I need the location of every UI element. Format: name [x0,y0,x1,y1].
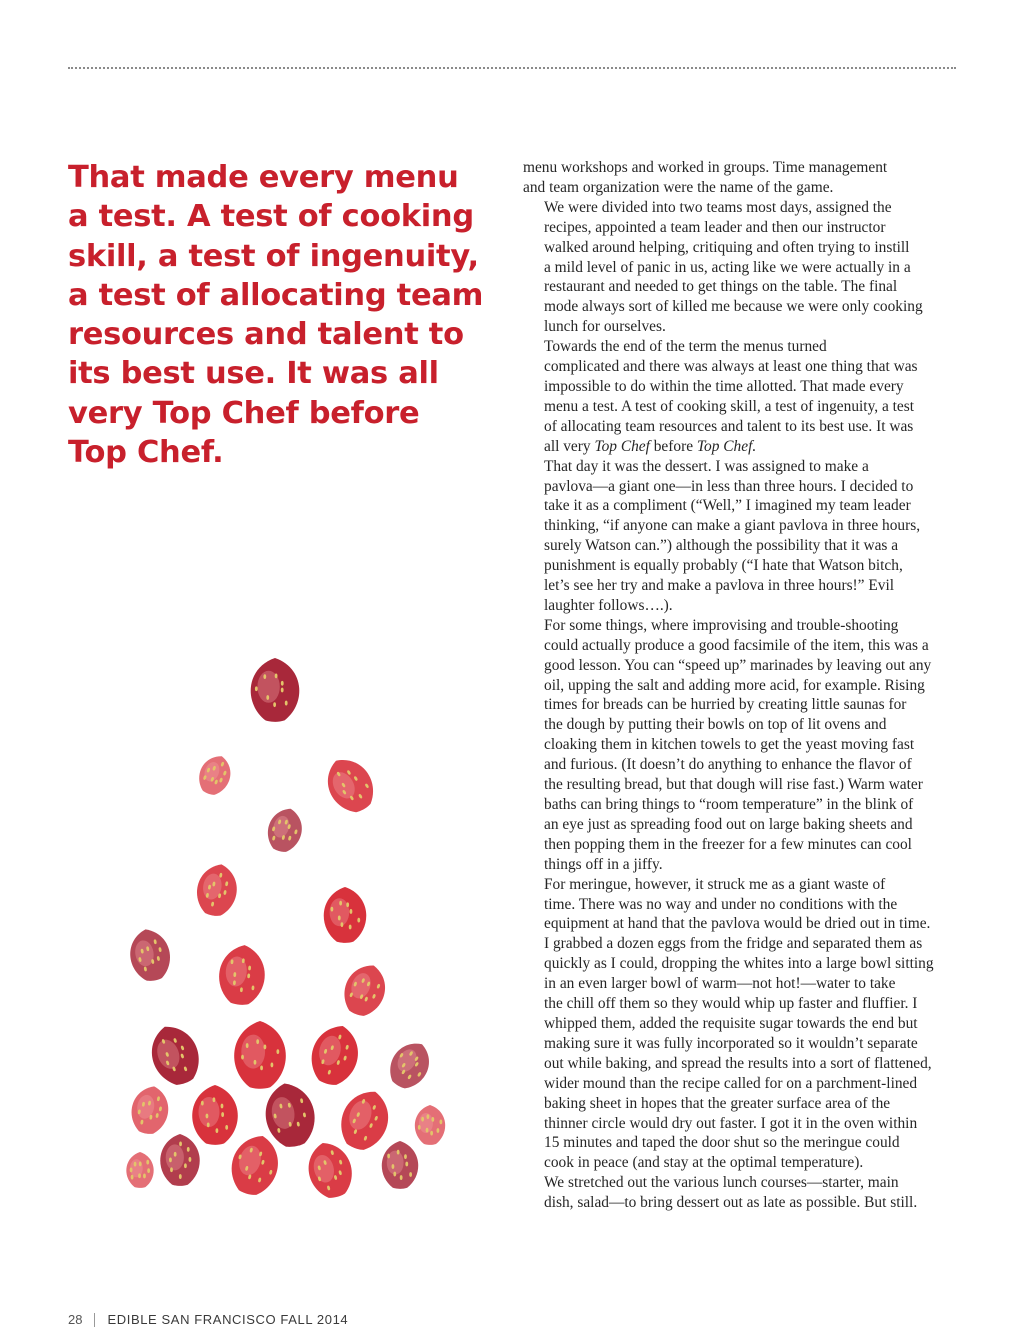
strawberry-slice [338,959,393,1021]
pull-quote [68,158,508,472]
article-line [523,437,963,457]
article-line: then popping them in the freezer for a few minutes can cool [544,835,912,853]
article-line: oil, upping the salt and adding more acid, for example. Rising [544,676,925,694]
strawberry-slice [261,1079,320,1150]
article-line: making sure it was fully incorporated so it wouldn’t separate [544,1034,918,1052]
strawberry-slice [160,1134,199,1186]
article-line: For meringue, however, it struck me as a giant waste of [544,875,886,893]
strawberry-slice [382,1141,418,1189]
strawberry-slice [143,1019,206,1091]
article-line: cloaking them in kitchen towels to get the yeast moving fast [544,736,915,754]
article-paragraph [523,158,963,198]
strawberry-slice [192,1085,238,1145]
article-line: walked around helping, critiquing and often trying to instill [544,238,910,256]
article-line: cook in peace (and stay at the optimal temperature). [544,1154,864,1172]
article-line: laughter follows….). [544,596,673,614]
article-line: and furious. (It doesn’t do anything to enhance the flavor of [544,756,912,774]
article-line: Towards the end of the term the menus turned [544,338,827,356]
top-dotted-rule [68,67,956,69]
article-line: a mild level of panic in us, acting like we were actually in a [544,258,911,276]
page-footer [68,1312,348,1327]
strawberry-slice [126,926,174,984]
strawberry-slice [194,751,236,799]
article-line: good lesson. You can “speed up” marinades by leaving out any [544,656,932,674]
article-line: the resulting bread, but that dough will rise fast.) Warm water [544,776,923,794]
article-line: an eye just as spreading food out on large baking sheets and [544,815,913,833]
pull-quote-line: a test. A test of cooking [68,199,474,235]
article-line: out while baking, and spread the results into a sort of flattened, [544,1054,932,1072]
article-line: I grabbed a dozen eggs from the fridge and separated them as [544,935,923,953]
article-line: mode always sort of killed me because we were only cooking [544,298,923,316]
article-paragraph [523,616,963,875]
pull-quote-line: its best use. It was all [68,356,439,392]
article-line: take it as a compliment (“Well,” I imagined my team leader [544,497,911,515]
article-line: the chill off them so they would whip up faster and fluffier. I [544,995,918,1013]
article-line: thinner circle would dry out faster. I got it in the oven within [544,1114,918,1132]
pull-quote-line: resources and talent to [68,317,464,353]
article-paragraph [523,1173,963,1213]
strawberry-slice [305,1020,364,1090]
article-line: could actually produce a good facsimile of the item, this was a [544,636,929,654]
article-line: quickly as I could, dropping the whites into a large bowl sitting [544,955,934,973]
strawberry-slice [263,804,307,855]
strawberry-slice [251,658,300,722]
article-line: in an even larger bowl of warm—not hot!—water to take [544,975,896,993]
strawberry-slice [193,861,241,919]
article-line: 15 minutes and taped the door shut so the meringue could [544,1134,900,1152]
article-line: whipped them, added the requisite sugar towards the end but [544,1014,918,1032]
article-line: menu workshops and worked in groups. Time management [523,159,888,176]
article-line: pavlova—a giant one—in less than three hours. I decided to [544,477,914,495]
strawberry-slice [302,1137,358,1202]
article-paragraph [523,198,963,337]
article-line: restaurant and needed to get things on the table. The final [544,278,898,296]
article-line: let’s see her try and make a pavlova in three hours!” Evil [544,577,895,595]
text-run: before [649,437,697,455]
article-line: baths can bring things to “room temperature” in the blink of [544,796,914,813]
article-line: things off in a jiffy. [544,855,663,873]
article-line: of allocating team resources and talent to its best use. It was [544,417,914,435]
text-run: all very [544,437,595,455]
pull-quote-line: That made every menu [68,160,459,195]
pull-quote-line: skill, a test of ingenuity, [68,238,479,274]
pull-quote-line: very Top Chef before [68,395,420,431]
strawberry-slice [128,1083,172,1136]
article-line: For some things, where improvising and trouble-shooting [544,616,899,634]
article-line: punishment is equally probably (“I hate that Watson bitch, [544,557,903,575]
page-number: 28 [68,1312,83,1327]
strawberry-slice [225,1130,284,1200]
article-paragraph [523,457,963,616]
strawberry-slice [415,1105,445,1145]
strawberry-illustration [120,645,455,1205]
strawberry-slice [318,750,383,820]
article-line: baking sheet in hopes that the greater surface area of the [544,1094,891,1112]
article-body [523,158,963,1213]
article-line: lunch for ourselves. [544,318,666,336]
italic-title: Top Chef. [696,437,757,455]
article-line: surely Watson can.”) although the possibility that it was a [544,537,899,555]
article-line: We stretched out the various lunch courses—starter, main [544,1174,899,1192]
strawberry-slice [324,887,367,943]
italic-title: Top Chef [594,437,650,455]
article-line: wider mound than the recipe called for on a parchment-lined [544,1074,918,1092]
article-line: time. There was no way and under no conditions with the [544,895,898,913]
strawberry-slice [382,1035,437,1095]
strawberry-slice [333,1084,396,1156]
footer-divider [94,1313,95,1327]
publication-name: EDIBLE SAN FRANCISCO FALL 2014 [107,1312,349,1327]
strawberry-slice [217,943,268,1007]
strawberry-slice [234,1021,286,1089]
article-paragraph [523,875,963,1174]
pull-quote-line: Top Chef. [68,435,224,471]
article-line: thinking, “if anyone can make a giant pavlova in three hours, [544,517,921,535]
article-line: We were divided into two teams most days, assigned the [544,198,892,216]
article-line: and team organization were the name of the game. [523,178,834,196]
article-line: impossible to do within the time allotted. That made every [544,377,904,395]
pull-quote-line: a test of allocating team [68,277,484,313]
article-line: recipes, appointed a team leader and then our instructor [544,218,886,236]
article-line: equipment at hand that the pavlova would be dried out in time. [544,915,931,933]
article-line: dish, salad—to bring dessert out as late as possible. But still. [544,1194,918,1212]
article-line: the dough by putting their bowls on top of lit ovens and [544,716,887,734]
article-paragraph [523,337,963,456]
article-line: times for breads can be hurried by creating little saunas for [544,696,907,714]
article-line: That day it was the dessert. I was assigned to make a [544,457,869,475]
article-line: menu a test. A test of cooking skill, a test of ingenuity, a test [544,397,915,415]
strawberry-slice [126,1152,153,1188]
article-line: complicated and there was always at least one thing that was [544,358,918,376]
